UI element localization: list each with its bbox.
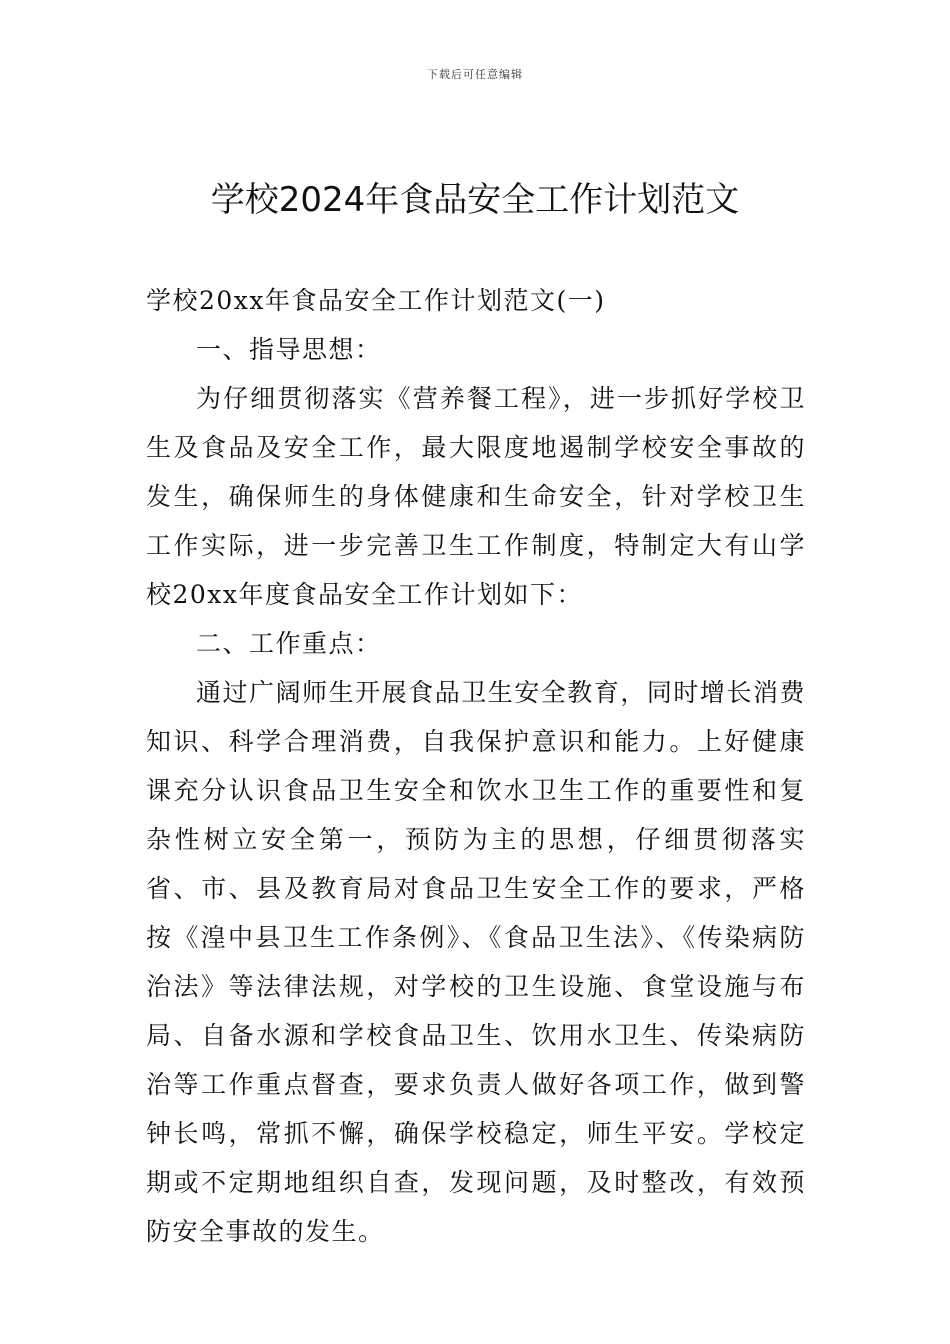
section2-paragraph: 通过广阔师生开展食品卫生安全教育，同时增长消费知识、科学合理消费，自我保护意识和能力。上好健康课充分认识食品卫生安全和饮水卫生工作的重要性和复杂性树立安全第一，预防为主的思想，仔细贯彻落实省、市、县及教育局对食品卫生安全工作的要求，严格按《湟中县卫生工作条例》、《食品卫生法》、《传染病防治法》等法律法规，对学校的卫生设施、食堂设施与布局、自备水源和学校食品卫生、饮用水卫生、传染病防治等工作重点督查，要求负责人做好各项工作，做到警钟长鸣，常抓不懈，确保学校稳定，师生平安。学校定期或不定期地组织自查，发现问题，及时整改，有效预防安全事故的发生。 — [146, 678, 806, 1246]
section1-paragraph: 为仔细贯彻落实《营养餐工程》，进一步抓好学校卫生及食品及安全工作，最大限度地遏制学校安全事故的发生，确保师生的身体健康和生命安全，针对学校卫生工作实际，进一步完善卫生工作制度，特制定大有山学校20xx年度食品安全工作计划如下： — [146, 384, 806, 609]
document-title: 学校2024年食品安全工作计划范文 — [210, 180, 740, 220]
header-note: 下载后可任意编辑 — [427, 68, 523, 81]
section2-heading: 二、工作重点： — [196, 629, 382, 658]
document-body — [146, 276, 806, 1256]
section-subtitle: 学校20xx年食品安全工作计划范文(一) — [146, 286, 606, 315]
section1-heading: 一、指导思想： — [196, 335, 382, 364]
